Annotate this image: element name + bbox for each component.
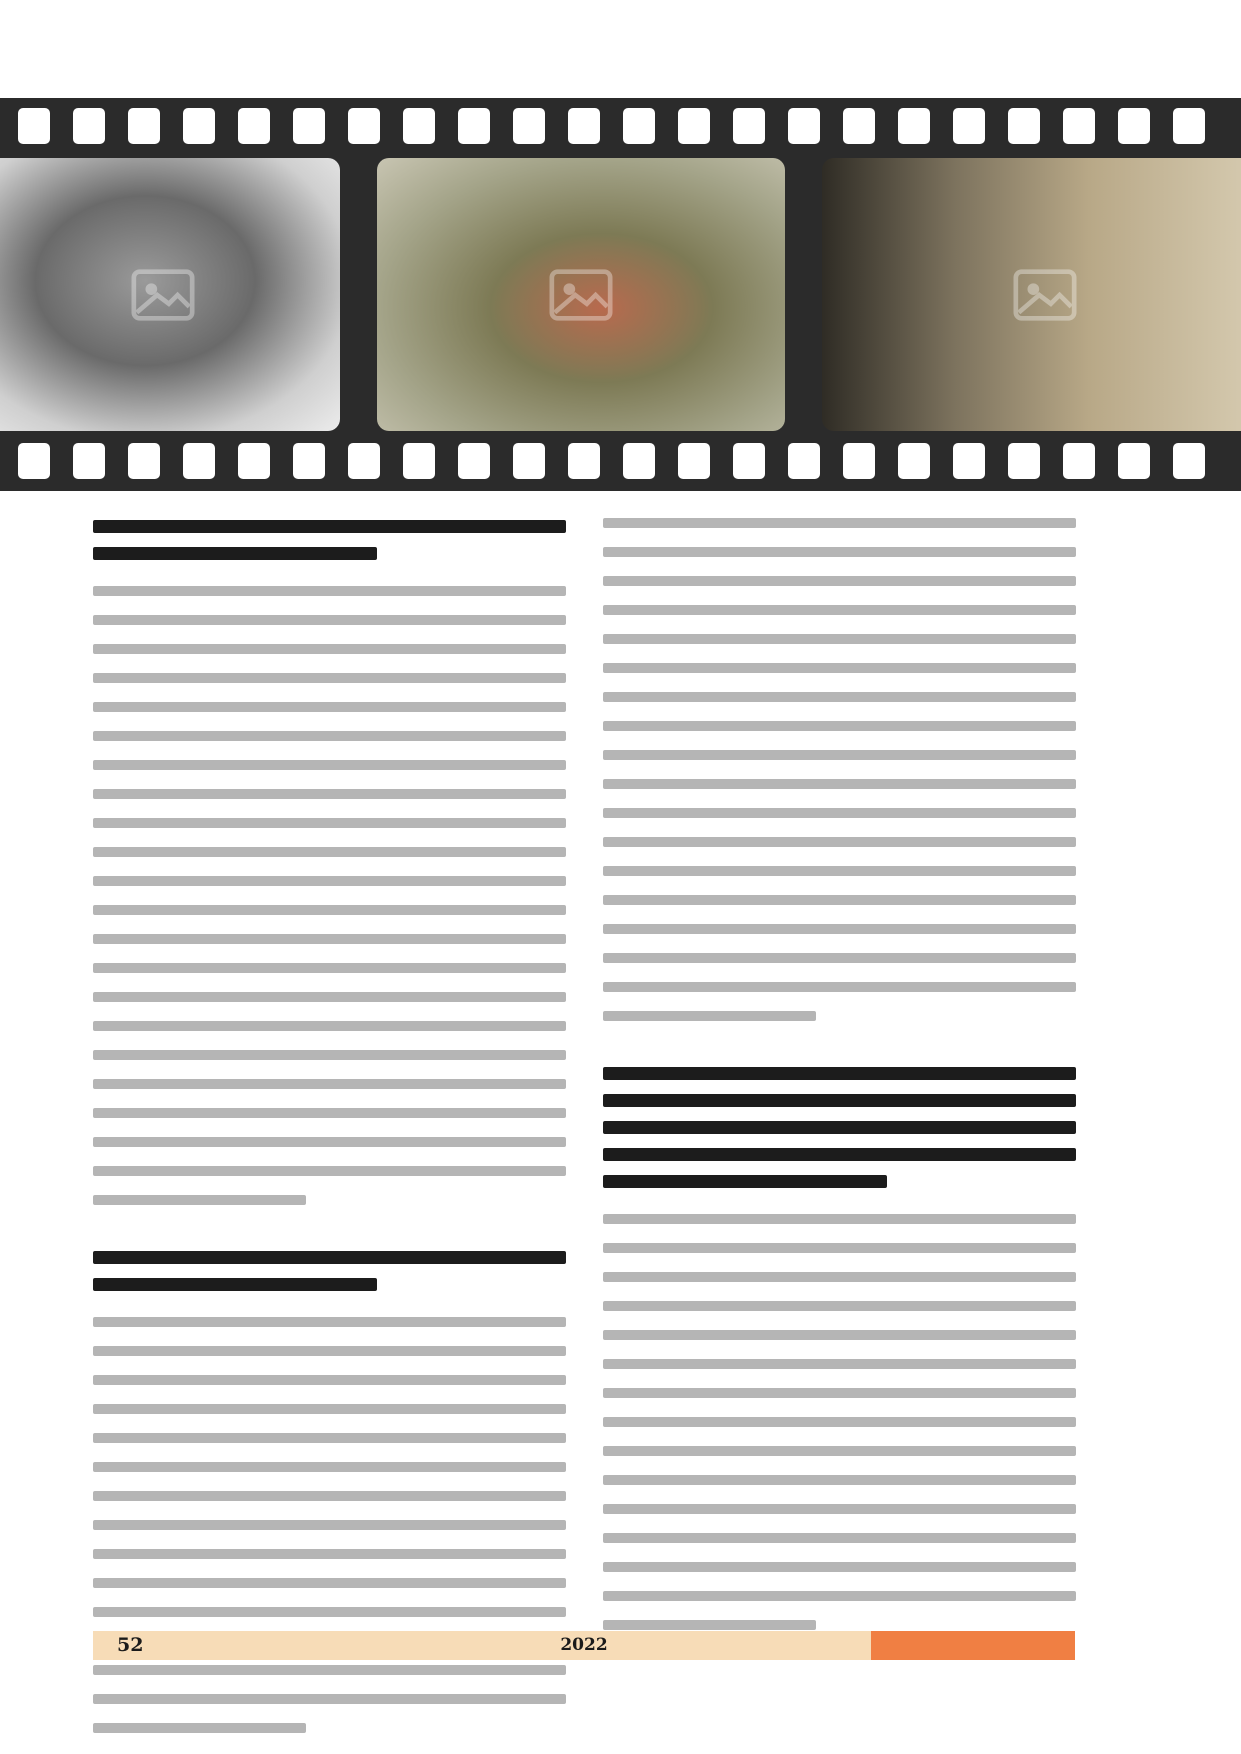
body-text-line: [603, 634, 1076, 644]
body-text-line: [93, 1665, 566, 1675]
question-text-line: [603, 1148, 1076, 1161]
body-text-line: [93, 934, 566, 944]
sprocket-hole: [1118, 443, 1150, 479]
body-text-line: [93, 963, 566, 973]
question-text-line: [603, 1094, 1076, 1107]
body-text-line: [93, 702, 566, 712]
question-block: [603, 1067, 1076, 1188]
sprocket-hole: [18, 443, 50, 479]
body-text-line: [93, 1195, 306, 1205]
sprocket-hole: [348, 108, 380, 144]
sprocket-hole: [128, 443, 160, 479]
body-text-line: [603, 750, 1076, 760]
question-text-line: [93, 1278, 377, 1291]
question-text-line: [603, 1067, 1076, 1080]
body-text-line: [603, 1243, 1076, 1253]
sprocket-hole: [898, 108, 930, 144]
sprocket-hole: [898, 443, 930, 479]
sprocket-hole: [623, 443, 655, 479]
sprocket-hole: [293, 108, 325, 144]
sprocket-hole: [1008, 108, 1040, 144]
sprocket-hole: [1173, 108, 1205, 144]
body-text-line: [603, 924, 1076, 934]
body-text-line: [93, 992, 566, 1002]
body-text-line: [603, 1214, 1076, 1224]
body-text-line: [603, 953, 1076, 963]
sprocket-hole: [293, 443, 325, 479]
photo-icon: [128, 260, 198, 330]
sprocket-hole: [1063, 443, 1095, 479]
sprocket-hole: [678, 108, 710, 144]
sprocket-hole: [843, 443, 875, 479]
body-text-line: [93, 1607, 566, 1617]
body-text-line: [93, 1462, 566, 1472]
sprocket-hole: [18, 108, 50, 144]
sprocket-hole: [183, 108, 215, 144]
answer-block: [93, 586, 566, 1205]
body-text-line: [93, 1404, 566, 1414]
photo-frame: [0, 158, 340, 431]
body-text-line: [93, 1021, 566, 1031]
photo-frame: [822, 158, 1241, 431]
body-text-line: [603, 518, 1076, 528]
sprocket-hole: [843, 108, 875, 144]
body-text-line: [603, 1533, 1076, 1543]
section-tab: [871, 1631, 1075, 1660]
page-number: 52: [117, 1634, 144, 1656]
body-text-line: [93, 760, 566, 770]
body-text-line: [603, 721, 1076, 731]
answer-block: [603, 1214, 1076, 1630]
answer-block: [93, 1317, 566, 1733]
body-text-line: [93, 673, 566, 683]
sprocket-hole: [953, 443, 985, 479]
body-text-line: [93, 731, 566, 741]
sprocket-hole: [788, 108, 820, 144]
sprocket-hole: [128, 108, 160, 144]
body-text-line: [93, 644, 566, 654]
question-block: [93, 520, 566, 560]
body-text-line: [93, 1433, 566, 1443]
body-text-line: [603, 1330, 1076, 1340]
question-text-line: [603, 1121, 1076, 1134]
body-text-line: [93, 1108, 566, 1118]
sprocket-hole: [568, 443, 600, 479]
body-text-line: [93, 1050, 566, 1060]
sprocket-hole: [238, 443, 270, 479]
sprocket-hole: [1063, 108, 1095, 144]
sprocket-hole: [348, 443, 380, 479]
body-text-line: [93, 1346, 566, 1356]
sprocket-hole: [788, 443, 820, 479]
sprocket-hole: [568, 108, 600, 144]
sprocket-hole: [73, 443, 105, 479]
sprocket-hole: [183, 443, 215, 479]
question-text-line: [93, 520, 566, 533]
body-text-line: [93, 1578, 566, 1588]
sprocket-holes-bottom: [0, 443, 1241, 483]
sprocket-hole: [1008, 443, 1040, 479]
sprocket-hole: [403, 443, 435, 479]
sprocket-hole: [458, 443, 490, 479]
issue-date: 2022: [560, 1635, 608, 1655]
body-text-line: [93, 1079, 566, 1089]
sprocket-hole: [733, 108, 765, 144]
photo-icon: [546, 260, 616, 330]
body-text-line: [603, 1562, 1076, 1572]
question-text-line: [93, 1251, 566, 1264]
sprocket-hole: [73, 108, 105, 144]
body-text-line: [93, 1317, 566, 1327]
question-block: [93, 1251, 566, 1291]
body-text-line: [603, 1301, 1076, 1311]
article-column-left: [93, 520, 566, 1754]
sprocket-hole: [1173, 443, 1205, 479]
body-text-line: [93, 1375, 566, 1385]
body-text-line: [93, 1137, 566, 1147]
body-text-line: [93, 789, 566, 799]
sprocket-holes-top: [0, 108, 1241, 148]
article-column-right: [603, 518, 1076, 1676]
film-strip-banner: [0, 98, 1241, 491]
sprocket-hole: [1118, 108, 1150, 144]
body-text-line: [603, 895, 1076, 905]
photo-frame: [377, 158, 785, 431]
body-text-line: [93, 615, 566, 625]
body-text-line: [603, 1620, 816, 1630]
sprocket-hole: [623, 108, 655, 144]
body-text-line: [603, 1475, 1076, 1485]
sprocket-hole: [513, 108, 545, 144]
body-text-line: [93, 1723, 306, 1733]
body-text-line: [93, 1520, 566, 1530]
body-text-line: [603, 692, 1076, 702]
body-text-line: [603, 663, 1076, 673]
body-text-line: [603, 837, 1076, 847]
sprocket-hole: [403, 108, 435, 144]
body-text-line: [603, 1011, 816, 1021]
body-text-line: [93, 586, 566, 596]
body-text-line: [93, 876, 566, 886]
body-text-line: [93, 847, 566, 857]
sprocket-hole: [678, 443, 710, 479]
body-text-line: [93, 1694, 566, 1704]
body-text-line: [603, 1388, 1076, 1398]
body-text-line: [603, 982, 1076, 992]
body-text-line: [93, 1549, 566, 1559]
body-text-line: [93, 1166, 566, 1176]
body-text-line: [603, 1417, 1076, 1427]
sprocket-hole: [953, 108, 985, 144]
body-text-line: [603, 605, 1076, 615]
answer-block: [603, 518, 1076, 1021]
photo-icon: [1010, 260, 1080, 330]
body-text-line: [603, 779, 1076, 789]
body-text-line: [603, 547, 1076, 557]
question-text-line: [603, 1175, 887, 1188]
body-text-line: [603, 1359, 1076, 1369]
body-text-line: [603, 866, 1076, 876]
body-text-line: [93, 905, 566, 915]
question-text-line: [93, 547, 377, 560]
sprocket-hole: [513, 443, 545, 479]
sprocket-hole: [733, 443, 765, 479]
body-text-line: [603, 808, 1076, 818]
body-text-line: [603, 1272, 1076, 1282]
page-footer: [93, 1631, 1075, 1660]
body-text-line: [93, 1491, 566, 1501]
body-text-line: [93, 818, 566, 828]
body-text-line: [603, 1591, 1076, 1601]
body-text-line: [603, 1504, 1076, 1514]
body-text-line: [603, 576, 1076, 586]
sprocket-hole: [238, 108, 270, 144]
body-text-line: [603, 1446, 1076, 1456]
sprocket-hole: [458, 108, 490, 144]
